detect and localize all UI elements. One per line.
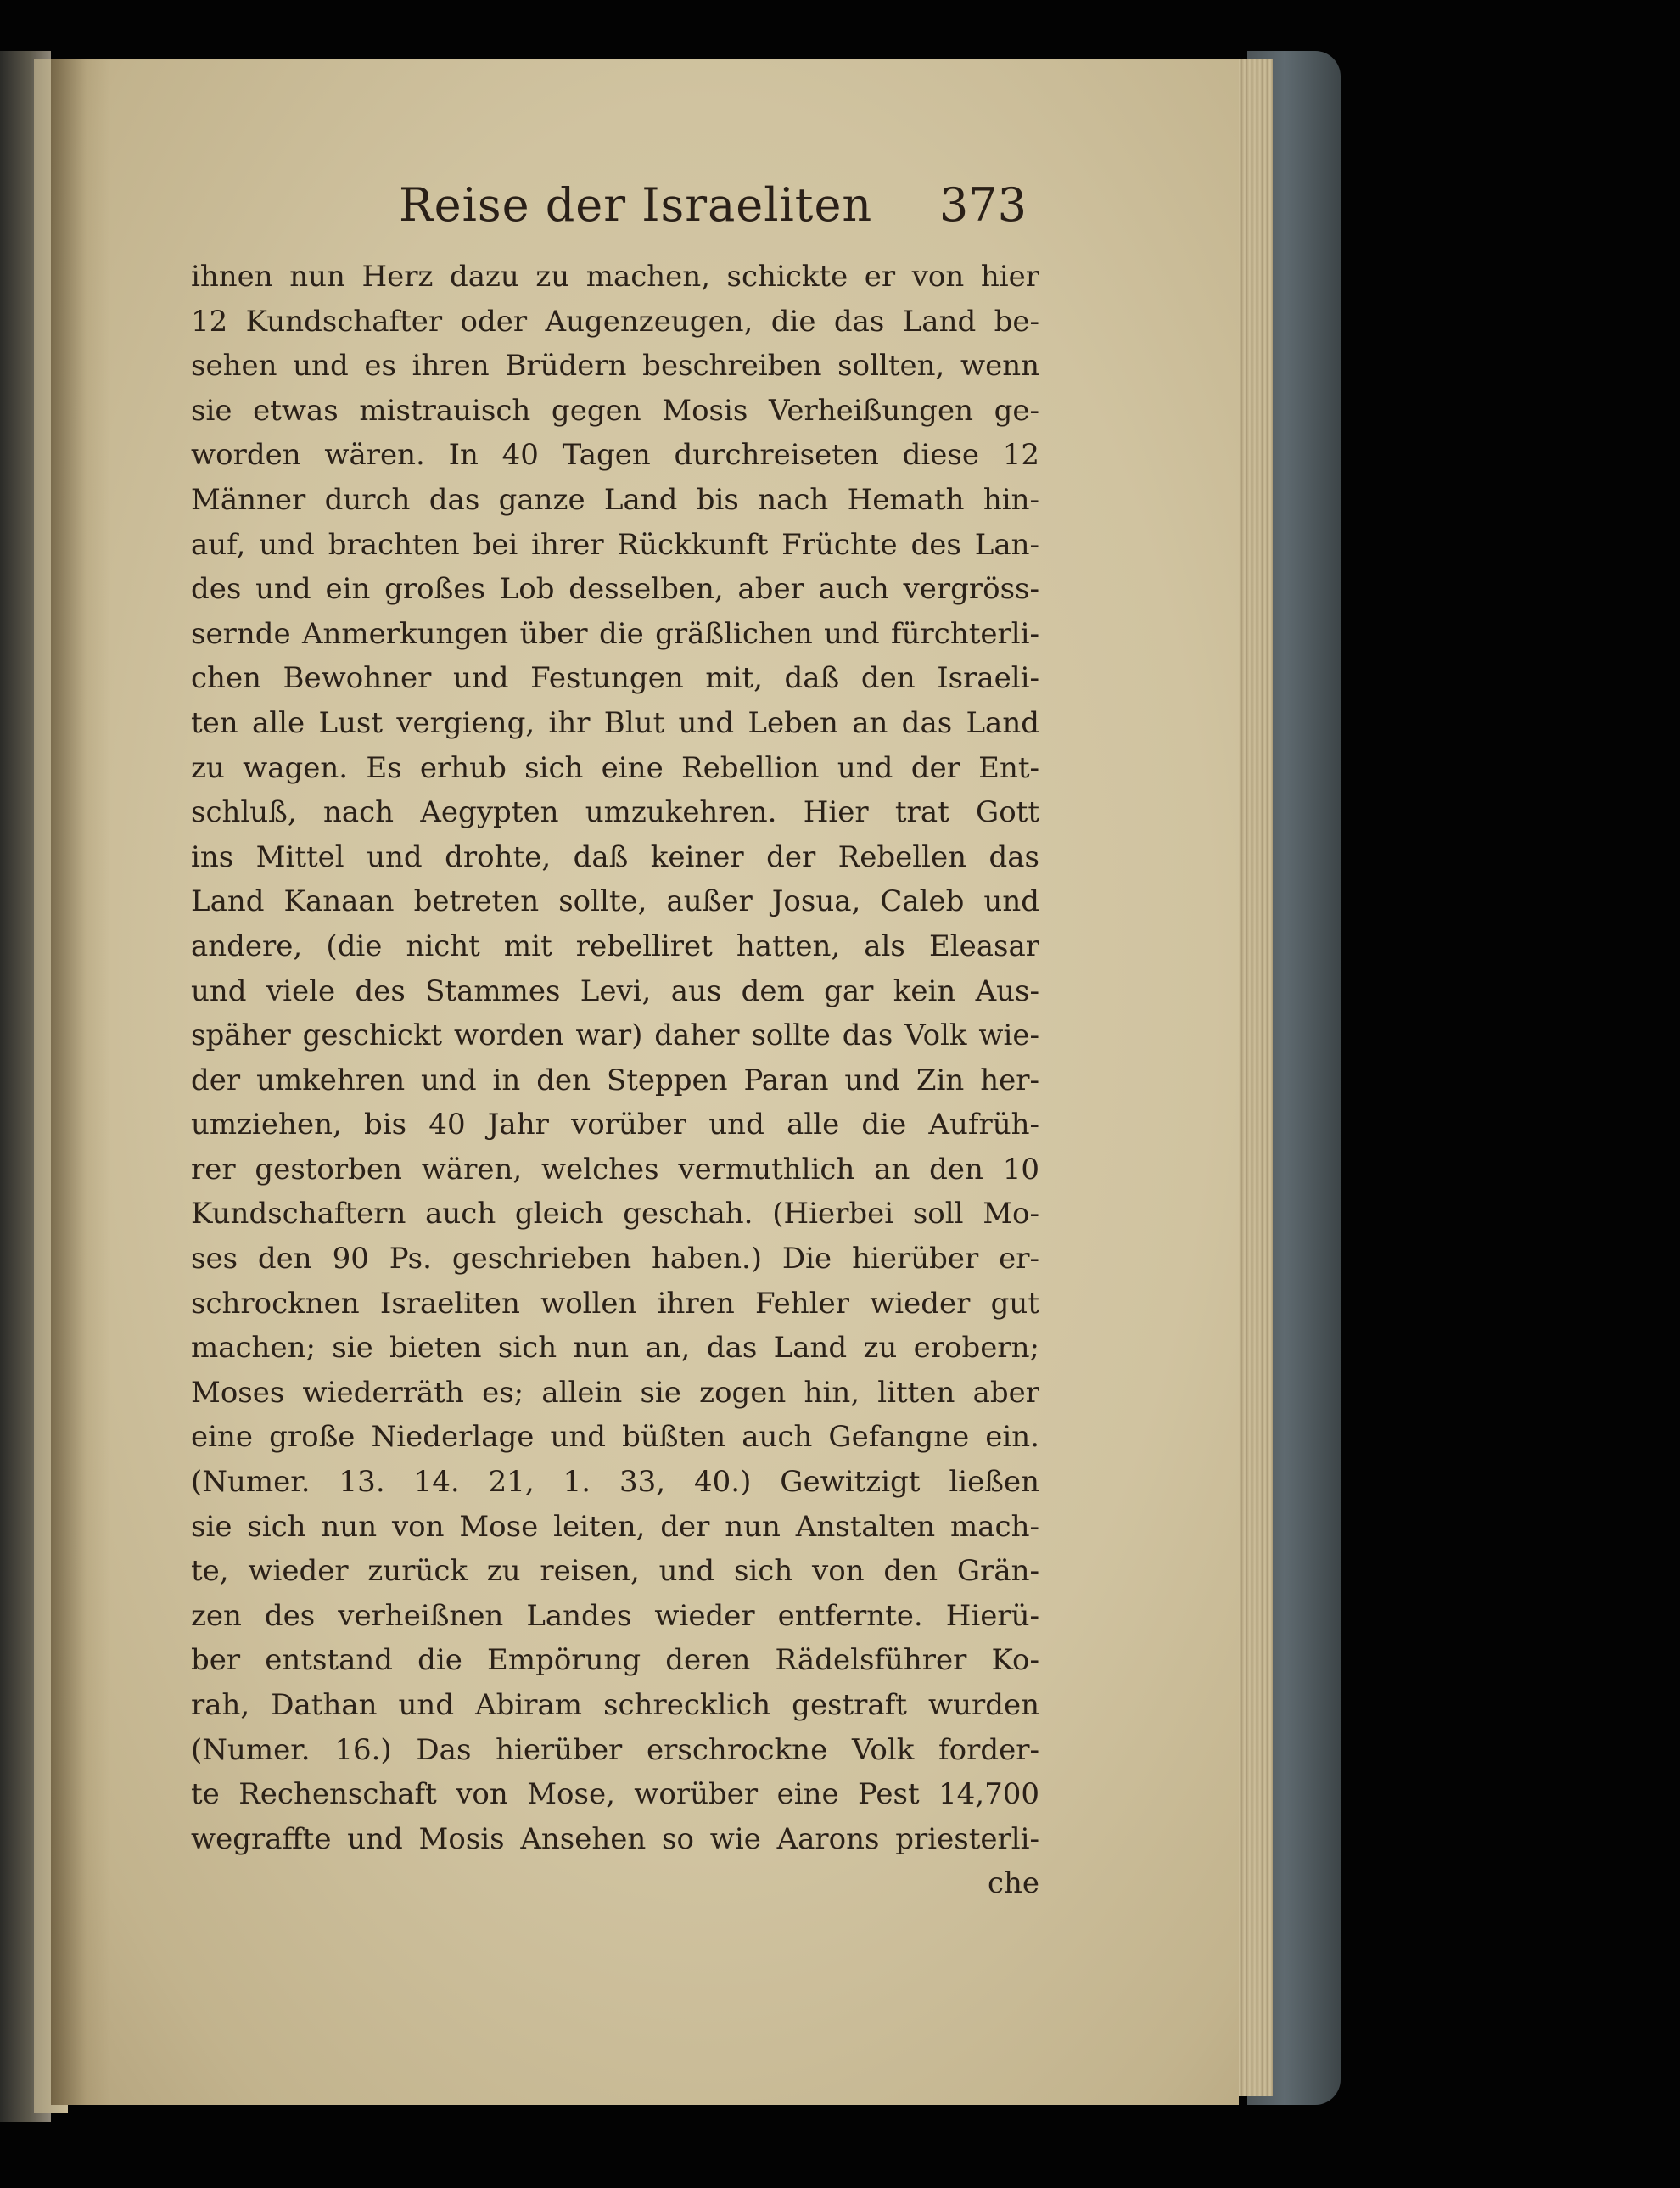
text-line: rer gestorben wären, welches vermuthlich an den 10: [191, 1152, 1039, 1187]
running-title: Reise der Israeliten: [399, 178, 873, 232]
text-line: der umkehren und in den Steppen Paran und Zin her-: [191, 1063, 1039, 1097]
text-line: sehen und es ihren Brüdern beschreiben sollten, wenn: [191, 349, 1039, 384]
text-line: schluß, nach Aegypten umzukehren. Hier trat Gott: [191, 795, 1039, 830]
text-line: auf, und brachten bei ihrer Rückkunft Früchte des Lan-: [191, 527, 1039, 562]
text-line: und viele des Stammes Levi, aus dem gar kein Aus-: [191, 973, 1039, 1008]
text-line: späher geschickt worden war) daher sollte das Volk wie-: [191, 1018, 1039, 1053]
page-number: 373: [938, 178, 1027, 232]
text-line: umziehen, bis 40 Jahr vorüber und alle die Aufrüh-: [191, 1108, 1039, 1142]
text-line: zu wagen. Es erhub sich eine Rebellion und der Ent-: [191, 750, 1039, 785]
text-line: che: [987, 1866, 1039, 1901]
text-line: wegraffte und Mosis Ansehen so wie Aarons priesterli-: [191, 1821, 1039, 1856]
text-line: Moses wiederräth es; allein sie zogen hin, litten aber: [191, 1375, 1039, 1410]
text-line: schrocknen Israeliten wollen ihren Fehler wieder gut: [191, 1286, 1039, 1321]
text-line: Kundschaftern auch gleich geschah. (Hierbei soll Mo-: [191, 1197, 1039, 1231]
text-line: machen; sie bieten sich nun an, das Land zu erobern;: [191, 1331, 1039, 1366]
text-line: sernde Anmerkungen über die gräßlichen und fürchterli-: [191, 616, 1039, 651]
page-gutter-shadow: [51, 59, 110, 2105]
text-line: Land Kanaan betreten sollte, außer Josua, Caleb und: [191, 884, 1039, 919]
text-line: ten alle Lust vergieng, ihr Blut und Leben an das Land: [191, 705, 1039, 740]
text-line: sie etwas mistrauisch gegen Mosis Verheißungen ge-: [191, 393, 1039, 428]
text-line: chen Bewohner und Festungen mit, daß den Israeli-: [191, 661, 1039, 696]
text-line: rah, Dathan und Abiram schrecklich gestraft wurden: [191, 1688, 1039, 1722]
text-line: eine große Niederlage und büßten auch Gefangne ein.: [191, 1420, 1039, 1455]
text-line: 12 Kundschafter oder Augenzeugen, die das Land be-: [191, 304, 1039, 339]
text-line: sie sich nun von Mose leiten, der nun Anstalten mach-: [191, 1509, 1039, 1544]
page-header: [399, 178, 1044, 246]
text-line: des und ein großes Lob desselben, aber auch vergröss-: [191, 572, 1039, 607]
text-line: Männer durch das ganze Land bis nach Hemath hin-: [191, 482, 1039, 517]
text-line: zen des verheißnen Landes wieder entfernte. Hierü-: [191, 1598, 1039, 1633]
text-line: andere, (die nicht mit rebelliret hatten, als Eleasar: [191, 928, 1039, 963]
text-line: ber entstand die Empörung deren Rädelsführer Ko-: [191, 1643, 1039, 1678]
text-line: te Rechenschaft von Mose, worüber eine Pest 14,700: [191, 1777, 1039, 1812]
text-line: ses den 90 Ps. geschrieben haben.) Die hierüber er-: [191, 1242, 1039, 1276]
body-text: [191, 255, 1039, 1906]
text-line: ins Mittel und drohte, daß keiner der Rebellen das: [191, 839, 1039, 874]
text-line: te, wieder zurück zu reisen, und sich von den Grän-: [191, 1554, 1039, 1589]
text-line: ihnen nun Herz dazu zu machen, schickte er von hier: [191, 260, 1039, 294]
text-line: (Numer. 16.) Das hierüber erschrockne Volk forder-: [191, 1732, 1039, 1767]
text-line: worden wären. In 40 Tagen durchreiseten diese 12: [191, 438, 1039, 473]
text-line: (Numer. 13. 14. 21, 1. 33, 40.) Gewitzigt ließen: [191, 1465, 1039, 1500]
